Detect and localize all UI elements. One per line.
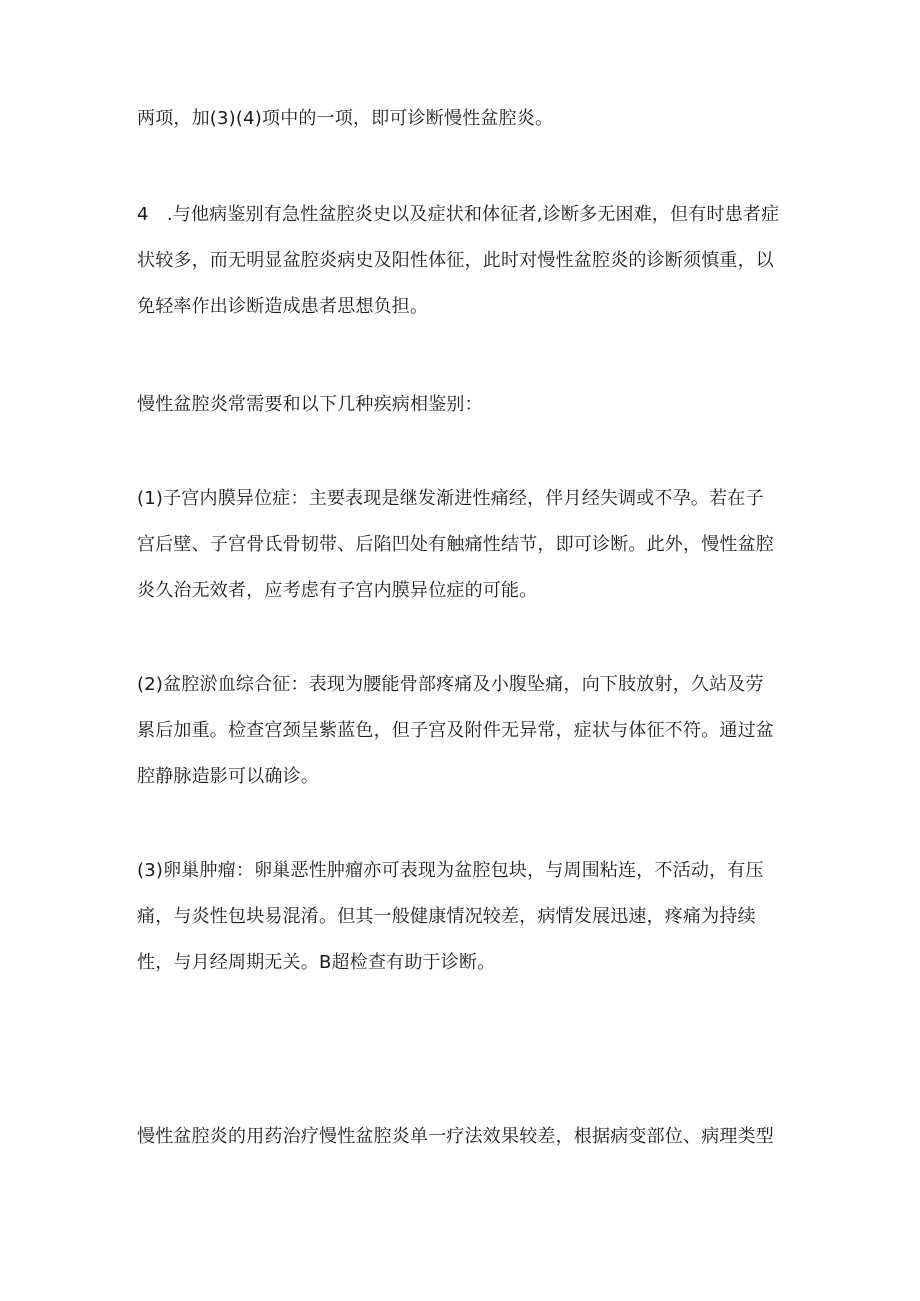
paragraph-treatment [137,1114,797,1160]
paragraph-ovarian-tumor [137,848,797,986]
text-line: 腔静脉造影可以确诊。 [137,766,319,787]
text-line: 两项，加(3)(4)项中的一项，即可诊断慢性盆腔炎。 [137,108,554,129]
paragraph-differential-intro [137,192,797,330]
paragraph-pelvic-congestion [137,662,797,800]
text-line: 累后加重。检查宫颈呈紫蓝色，但子宫及附件无异常，症状与体征不符。通过盆 [137,720,774,741]
paragraph-differential-heading [137,382,797,428]
text-line: (1)子宫内膜异位症：主要表现是继发渐进性痛经，伴月经失调或不孕。若在子 [137,488,764,509]
text-line: (2)盆腔淤血综合征：表现为腰能骨部疼痛及小腹坠痛，向下肢放射，久站及劳 [137,674,764,695]
text-line: 慢性盆腔炎的用药治疗慢性盆腔炎单一疗法效果较差，根据病变部位、病理类型 [137,1126,774,1147]
text-line: 4 .与他病鉴别有急性盆腔炎史以及症状和体征者,诊断多无困难，但有时患者症 [137,204,780,225]
paragraph-diagnosis-criteria [137,96,797,142]
text-line: 慢性盆腔炎常需要和以下几种疾病相鉴别： [137,394,483,415]
text-line: (3)卵巢肿瘤：卵巢恶性肿瘤亦可表现为盆腔包块，与周围粘连，不活动，有压 [137,860,764,881]
paragraph-endometriosis [137,476,797,614]
text-line: 炎久治无效者，应考虑有子宫内膜异位症的可能。 [137,580,538,601]
text-line: 性，与月经周期无关。B超检查有助于诊断。 [137,952,496,973]
text-line: 宫后壁、子宫骨氐骨韧带、后陷凹处有触痛性结节，即可诊断。此外，慢性盆腔 [137,534,774,555]
text-line: 免轻率作出诊断造成患者思想负担。 [137,296,429,317]
text-line: 痛，与炎性包块易混淆。但其一般健康情况较差，病情发展迅速，疼痛为持续 [137,906,756,927]
text-line: 状较多，而无明显盆腔炎病史及阳性体征，此时对慢性盆腔炎的诊断须慎重，以 [137,250,774,271]
